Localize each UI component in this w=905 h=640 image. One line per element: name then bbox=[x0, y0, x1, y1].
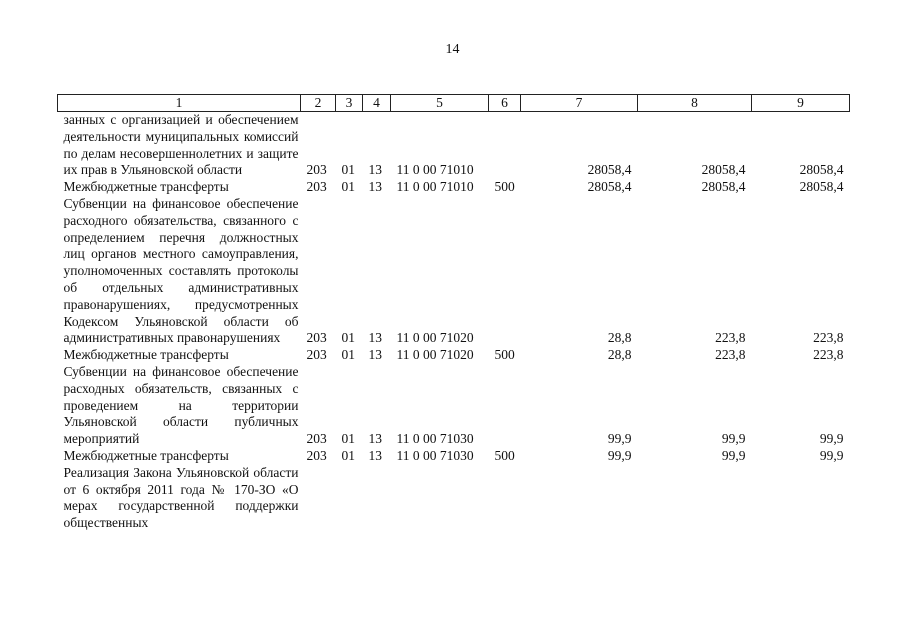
header-col-2: 2 bbox=[301, 95, 336, 112]
row-amount-col9: 223,8 bbox=[813, 347, 844, 363]
row-code-ministry bbox=[301, 465, 336, 532]
table-row bbox=[58, 347, 850, 364]
row-amount-col9: 99,9 bbox=[819, 431, 844, 447]
row-code-section: 01 bbox=[341, 431, 355, 447]
row-description: Субвенции на финансовое обеспечение расходных обязательств, связанных с проведением на территории Ульяновской области публичных мероприятий bbox=[63, 363, 299, 447]
row-description: Субвенции на финансовое обеспечение расходного обязательства, связанного с определением перечня должностных лиц органов местного самоуправления, уполномоченных составлять протоколы об отдельных административных правонарушениях, предусмотренных Кодексом Ульяновской области об административных правонарушениях bbox=[63, 195, 299, 346]
table-row bbox=[58, 465, 850, 532]
table-row bbox=[58, 364, 850, 448]
row-code-expense-type bbox=[489, 465, 521, 532]
row-amount-col9: 99,9 bbox=[819, 447, 844, 463]
row-amount-col7: 28058,4 bbox=[587, 179, 632, 195]
table-row bbox=[58, 196, 850, 347]
row-code-expense-type: 500 bbox=[494, 179, 515, 195]
row-description: занных с организацией и обеспечением деятельности муниципальных комиссий по делам несовершеннолетних и защите их прав в Ульяновской области bbox=[63, 112, 299, 178]
row-amount-col7: 28,8 bbox=[607, 347, 632, 363]
row-description: Межбюджетные трансферты bbox=[63, 447, 229, 463]
row-amount-col9: 223,8 bbox=[813, 330, 844, 346]
row-amount-col8: 28058,4 bbox=[701, 179, 746, 195]
row-code-ministry: 203 bbox=[306, 179, 327, 195]
header-col-1: 1 bbox=[58, 95, 301, 112]
row-code-subsection: 13 bbox=[368, 347, 382, 363]
row-code-target: 11 0 00 71020 bbox=[396, 330, 474, 346]
row-amount-col8: 99,9 bbox=[721, 447, 746, 463]
row-amount-col7 bbox=[521, 465, 638, 532]
row-amount-col7: 28058,4 bbox=[587, 162, 632, 178]
header-col-5: 5 bbox=[391, 95, 489, 112]
row-amount-col8: 99,9 bbox=[721, 431, 746, 447]
row-amount-col7: 99,9 bbox=[607, 447, 632, 463]
row-description: Межбюджетные трансферты bbox=[63, 347, 229, 363]
row-code-section: 01 bbox=[341, 330, 355, 346]
row-amount-col8: 223,8 bbox=[715, 330, 746, 346]
row-code-ministry: 203 bbox=[306, 347, 327, 363]
row-code-section: 01 bbox=[341, 447, 355, 463]
row-code-section bbox=[336, 465, 363, 532]
row-amount-col7: 28,8 bbox=[607, 330, 632, 346]
row-code-expense-type bbox=[489, 112, 521, 180]
budget-table bbox=[57, 94, 850, 532]
header-col-4: 4 bbox=[363, 95, 391, 112]
row-code-section: 01 bbox=[341, 162, 355, 178]
header-col-7: 7 bbox=[521, 95, 638, 112]
row-code-expense-type bbox=[489, 364, 521, 448]
header-col-6: 6 bbox=[489, 95, 521, 112]
row-code-subsection: 13 bbox=[368, 330, 382, 346]
row-amount-col9: 28058,4 bbox=[799, 162, 844, 178]
row-code-expense-type: 500 bbox=[494, 347, 515, 363]
row-amount-col8 bbox=[638, 465, 752, 532]
row-code-ministry: 203 bbox=[306, 162, 327, 178]
row-code-ministry: 203 bbox=[306, 447, 327, 463]
row-amount-col7: 99,9 bbox=[607, 431, 632, 447]
row-code-subsection bbox=[363, 465, 391, 532]
row-amount-col8: 223,8 bbox=[715, 347, 746, 363]
row-code-target: 11 0 00 71010 bbox=[396, 179, 474, 195]
row-code-target bbox=[391, 465, 489, 532]
row-code-subsection: 13 bbox=[368, 447, 382, 463]
row-code-expense-type: 500 bbox=[494, 447, 515, 463]
row-description: Реализация Закона Ульяновской области от 6 октября 2011 года № 170-ЗО «О мерах государственной поддержки общественных bbox=[63, 464, 299, 531]
row-code-subsection: 13 bbox=[368, 162, 382, 178]
row-code-ministry: 203 bbox=[306, 330, 327, 346]
row-code-expense-type bbox=[489, 196, 521, 347]
page-number: 14 bbox=[445, 42, 460, 57]
row-code-subsection: 13 bbox=[368, 431, 382, 447]
row-amount-col9: 28058,4 bbox=[799, 179, 844, 195]
header-col-8: 8 bbox=[638, 95, 752, 112]
table-row bbox=[58, 179, 850, 196]
row-code-subsection: 13 bbox=[368, 179, 382, 195]
row-amount-col9 bbox=[752, 465, 850, 532]
header-col-9: 9 bbox=[752, 95, 850, 112]
header-col-3: 3 bbox=[336, 95, 363, 112]
row-code-target: 11 0 00 71030 bbox=[396, 431, 474, 447]
table-row bbox=[58, 112, 850, 180]
row-amount-col8: 28058,4 bbox=[701, 162, 746, 178]
row-code-target: 11 0 00 71010 bbox=[396, 162, 474, 178]
row-code-target: 11 0 00 71030 bbox=[396, 447, 474, 463]
row-code-ministry: 203 bbox=[306, 431, 327, 447]
row-code-target: 11 0 00 71020 bbox=[396, 347, 474, 363]
table-header-row bbox=[58, 95, 850, 112]
row-description: Межбюджетные трансферты bbox=[63, 179, 229, 195]
row-code-section: 01 bbox=[341, 179, 355, 195]
table-row bbox=[58, 448, 850, 465]
row-code-section: 01 bbox=[341, 347, 355, 363]
